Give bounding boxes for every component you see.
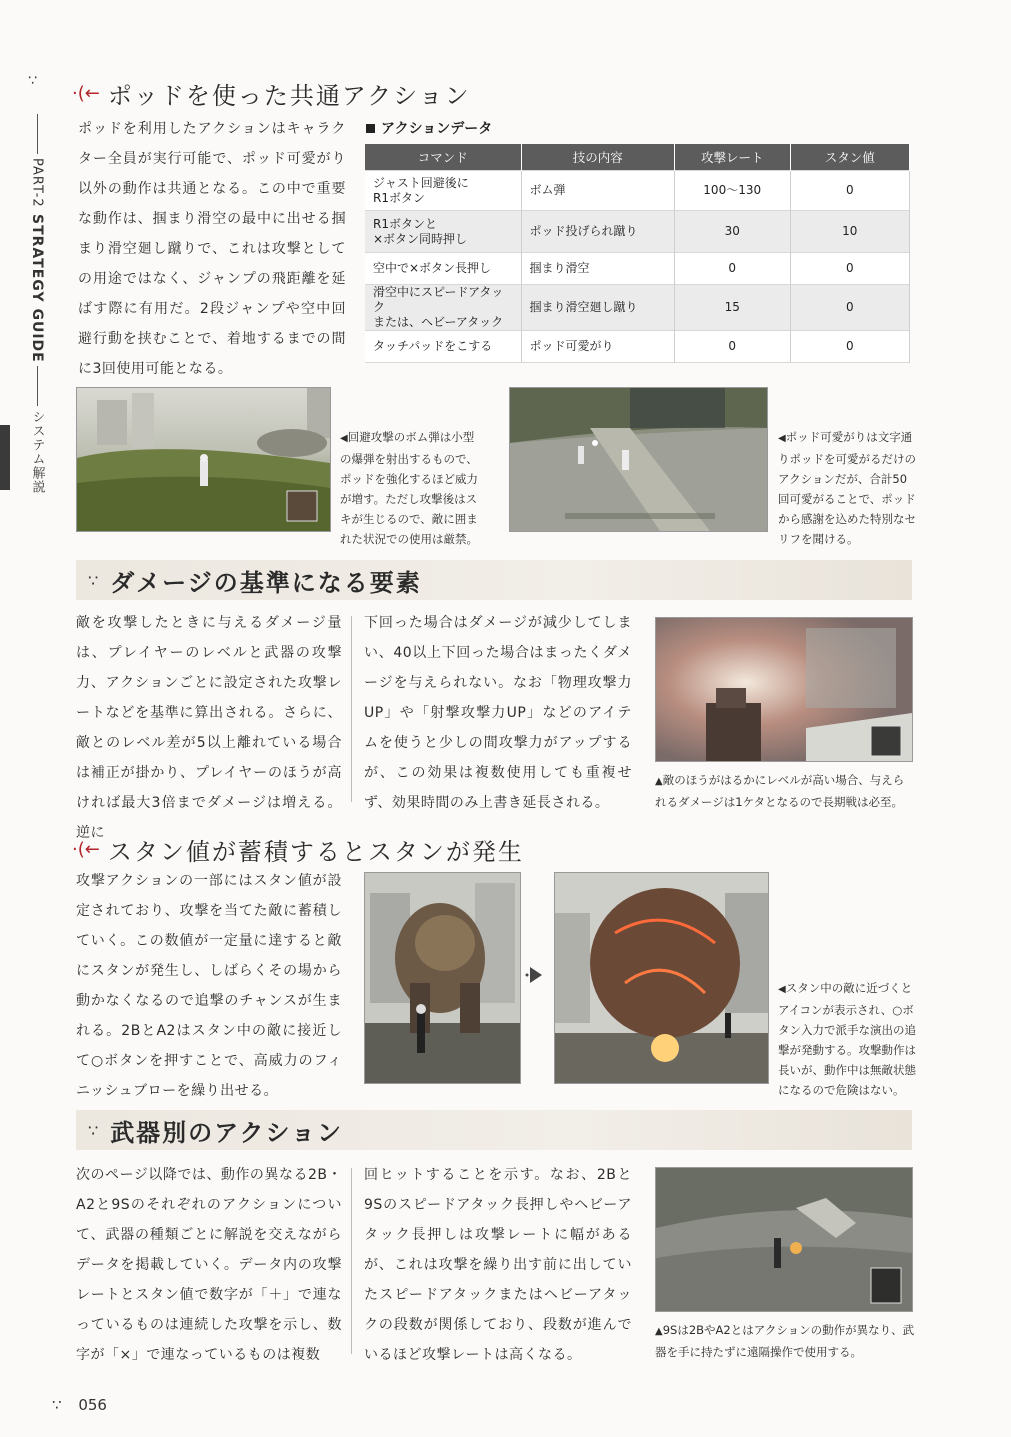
cell-stun: 0 xyxy=(790,331,909,363)
caption-stun xyxy=(778,978,918,1100)
section2-heading xyxy=(76,560,912,600)
section1-title: ポッドを使った共通アクション xyxy=(107,82,471,110)
section4-col1: 次のページ以降では、動作の異なる2B・A2と9Sのそれぞれのアクションについて、武器の種類ごとに解説を交えながらデータを掲載していく。データ内の攻撃レートとスタン値で数字が「＋」で連なっているものは連続した攻撃を示し、数字が「×」で連なっているものは複数 xyxy=(76,1167,342,1363)
triangle-up-icon: ▲ xyxy=(655,1326,663,1337)
next-arrow-icon xyxy=(524,963,548,987)
page-number-text: 056 xyxy=(78,1396,107,1414)
sidebar-dots: ∵ xyxy=(28,73,37,89)
screenshot-stun-1 xyxy=(364,872,521,1084)
sidebar-part: PART-2 xyxy=(29,158,45,208)
col-header: 攻撃レート xyxy=(674,144,790,171)
screenshot-bomb xyxy=(76,387,331,532)
cell-rate: 100～130 xyxy=(674,171,790,211)
cell-command: ジャスト回避後に R1ボタン xyxy=(365,171,521,211)
table-row xyxy=(365,331,910,363)
sidebar xyxy=(26,110,48,494)
table-row xyxy=(365,171,910,211)
section4-col2: 回ヒットすることを示す。なお、2Bと9Sのスピードアタック長押しやヘビーアタック長押しは攻撃レートに幅があるが、これは攻撃を繰り出す前に出していたスピードアタックまたはヘビーアタックの段数が関係しており、段数が進んでいるほど攻撃レートは高くなる。 xyxy=(364,1167,632,1363)
caption-damage xyxy=(655,770,915,812)
arrow-mark-icon: ·(← xyxy=(72,839,100,860)
table-title-text: アクションデータ xyxy=(381,121,493,137)
column-divider xyxy=(351,616,352,802)
caption-stun-text: スタン中の敵に近づくとアイコンが表示され、○ボタン入力で派手な演出の追撃が発動する。攻撃動作は長いが、動作中は無敵状態になるので危険はない。 xyxy=(778,981,916,1097)
screenshot-stun-2-art xyxy=(555,873,768,1083)
screenshot-damage xyxy=(655,617,913,762)
cell-command: 滑空中にスピードアタック または、ヘビーアタック xyxy=(365,285,521,331)
cell-rate: 15 xyxy=(674,285,790,331)
cell-move: 掴まり滑空 xyxy=(521,253,674,285)
caption-bomb xyxy=(340,427,480,549)
screenshot-stun-2 xyxy=(554,872,769,1084)
cell-command: タッチパッドをこする xyxy=(365,331,521,363)
cell-stun: 0 xyxy=(790,285,909,331)
screenshot-weapon-art xyxy=(656,1168,912,1311)
triangle-up-icon: ▲ xyxy=(655,776,663,787)
caption-damage-text: 敵のほうがはるかにレベルが高い場合、与えられるダメージは1ケタとなるので長期戦は必至。 xyxy=(655,773,905,809)
sidebar-divider xyxy=(37,114,38,154)
section1-heading xyxy=(72,76,471,111)
section4-heading xyxy=(76,1110,912,1150)
cell-move: ポッド可愛がり xyxy=(521,331,674,363)
col-header: 技の内容 xyxy=(521,144,674,171)
sidebar-divider xyxy=(37,366,38,406)
screenshot-weapon xyxy=(655,1167,913,1312)
screenshot-pet xyxy=(509,387,768,532)
caption-pet xyxy=(778,427,918,549)
sidebar-section: システム解説 xyxy=(29,410,45,495)
section2-title: ダメージの基準になる要素 xyxy=(110,568,422,597)
table-row xyxy=(365,285,910,331)
triangle-left-icon: ◀ xyxy=(778,984,786,995)
screenshot-stun-1-art xyxy=(365,873,520,1083)
table-header-row xyxy=(365,144,910,171)
dots-mark-icon: ∵ xyxy=(88,1120,101,1140)
cell-stun: 0 xyxy=(790,253,909,285)
col-header: コマンド xyxy=(365,144,521,171)
cell-move: ポッド投げられ蹴り xyxy=(521,211,674,253)
screenshot-bomb-art xyxy=(77,388,330,531)
section3-paragraph: 攻撃アクションの一部にはスタン値が設定されており、攻撃を当てた敵に蓄積していく。この数値が一定量に達すると敵にスタンが発生し、しばらくその場から動かなくなるので追撃のチャンスが生まれる。2BとA2はスタン中の敵に接近して○ボタンを押すことで、高威力のフィニッシュブローを繰り出せる。 xyxy=(76,873,342,1099)
section1-paragraph: ポッドを利用したアクションはキャラクター全員が実行可能で、ポッド可愛がり以外の動作は共通となる。この中で重要な動作は、掴まり滑空の最中に出せる掴まり滑空廻し蹴りで、これは攻撃としての用途ではなく、ジャンプの飛距離を延ばす際に有用だ。2段ジャンプや空中回避行動を挟むことで、着地するまでの間に3回使用可能となる。 xyxy=(78,121,346,377)
cell-command: 空中で×ボタン長押し xyxy=(365,253,521,285)
section3-title: スタン値が蓄積するとスタンが発生 xyxy=(107,838,524,866)
cell-command: R1ボタンと ×ボタン同時押し xyxy=(365,211,521,253)
caption-bomb-text: 回避攻撃のボム弾は小型の爆弾を射出するもので、ポッドを強化するほど威力が増す。ただし攻撃後はスキが生じるので、敵に囲まれた状況での使用は厳禁。 xyxy=(340,430,478,546)
section3-heading xyxy=(72,832,524,867)
cell-rate: 0 xyxy=(674,331,790,363)
col-header: スタン値 xyxy=(790,144,909,171)
cell-move: ボム弾 xyxy=(521,171,674,211)
arrow-mark-icon: ·(← xyxy=(72,83,100,104)
page-number xyxy=(52,1396,107,1414)
section2-col2: 下回った場合はダメージが減少してしまい、40以上下回った場合はまったくダメージを与えられない。なお「物理攻撃力UP」や「射撃攻撃力UP」などのアイテムを使うと少しの間攻撃力がアップするが、この効果は複数使用しても重複せず、効果時間のみ上書き延長される。 xyxy=(364,615,632,811)
column-divider xyxy=(351,1168,352,1354)
action-table xyxy=(365,144,910,363)
cell-stun: 10 xyxy=(790,211,909,253)
caption-pet-text: ポッド可愛がりは文字通りポッドを可愛がるだけのアクションだが、合計50回可愛がることで、ポッドから感謝を込めた特別なセリフを聞ける。 xyxy=(778,430,916,546)
dots-mark-icon: ∵ xyxy=(88,570,101,590)
cell-move: 掴まり滑空廻し蹴り xyxy=(521,285,674,331)
caption-weapon-text: 9Sは2BやA2とはアクションの動作が異なり、武器を手に持たずに遠隔操作で使用する。 xyxy=(655,1323,915,1359)
table-title xyxy=(366,118,492,138)
side-tab xyxy=(0,425,10,490)
cell-stun: 0 xyxy=(790,171,909,211)
section4-title: 武器別のアクション xyxy=(110,1118,343,1147)
triangle-left-icon: ◀ xyxy=(778,433,786,444)
sidebar-guide: STRATEGY GUIDE xyxy=(29,213,45,363)
screenshot-pet-art xyxy=(510,388,767,531)
caption-weapon xyxy=(655,1320,915,1362)
cell-rate: 30 xyxy=(674,211,790,253)
section2-col1: 敵を攻撃したときに与えるダメージ量は、プレイヤーのレベルと武器の攻撃力、アクションごとに設定された攻撃レートなどを基準に算出される。さらに、敵とのレベル差が5以上離れている場合は補正が掛かり、プレイヤーのほうが高ければ最大3倍までダメージは増える。逆に xyxy=(76,615,342,841)
table-row xyxy=(365,211,910,253)
triangle-left-icon: ◀ xyxy=(340,433,348,444)
page-dots-icon: ∵ xyxy=(52,1396,62,1414)
square-icon xyxy=(366,124,375,133)
screenshot-damage-art xyxy=(656,618,912,761)
cell-rate: 0 xyxy=(674,253,790,285)
table-row xyxy=(365,253,910,285)
